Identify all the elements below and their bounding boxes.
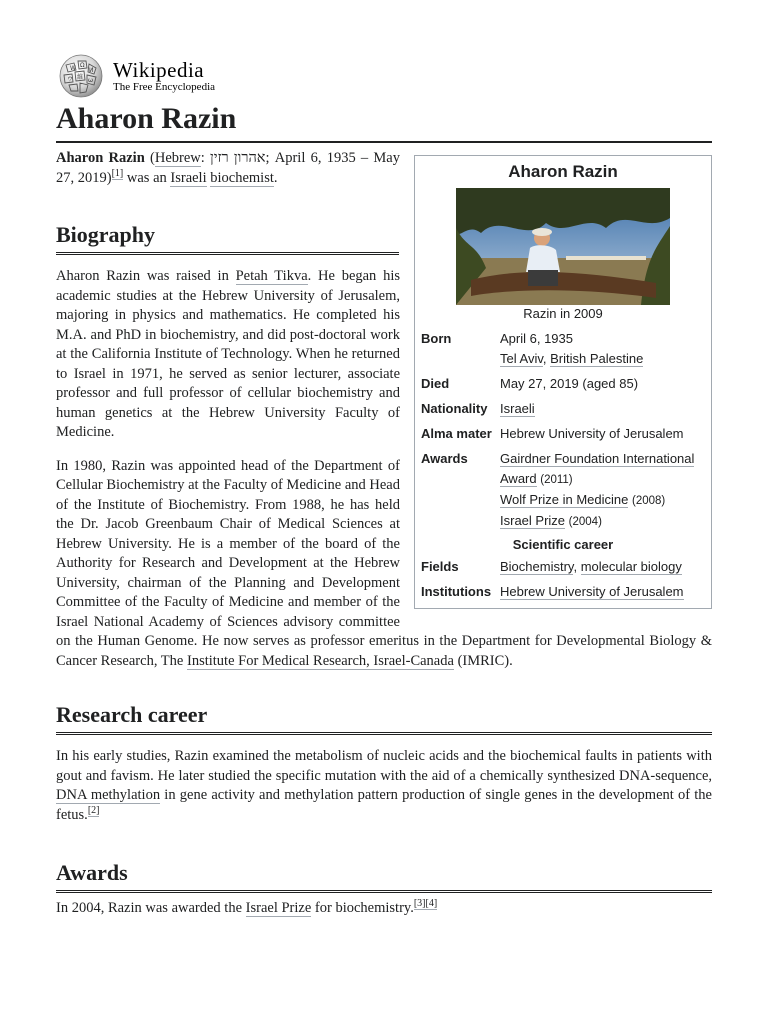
infobox-row-alma-mater xyxy=(421,424,705,444)
svg-text:ウ: ウ xyxy=(67,76,74,83)
section-research-career xyxy=(56,701,712,825)
biography-text: . He began his academic studies at the Hebrew University of Jerusalem, majoring in physics and mathematics. He completed his M.A. and PhD in biochemistry, and did post-doctoral work at the California Institute of Technology. When he returned to Israel in 1971, he served as senior lecturer, associate professor and full professor of cellular biochemistry and human genetics at the Hebrew University Faculty of Medicine. xyxy=(56,268,400,440)
born-date: April 6, 1935 xyxy=(500,331,573,346)
nationality-label: Nationality xyxy=(421,401,488,416)
alma-mater-value: Hebrew University of Jerusalem xyxy=(500,426,684,441)
awards-value xyxy=(500,449,705,532)
page-title: Aharon Razin xyxy=(56,100,712,143)
wikipedia-globe-icon xyxy=(56,53,106,99)
svg-text:Ω: Ω xyxy=(80,62,85,69)
svg-text:維: 維 xyxy=(77,74,84,81)
biochemistry-link[interactable]: Biochemistry xyxy=(500,559,574,574)
biography-text: (IMRIC). xyxy=(453,652,513,669)
gairdner-award-link[interactable]: Gairdner Foundation International Award xyxy=(500,451,695,486)
award-year: (2008) xyxy=(632,495,666,507)
biochemist-link[interactable]: biochemist xyxy=(210,169,274,186)
born-value: April 6, 1935 Tel Aviv, British Palestine xyxy=(500,331,644,366)
lead-text: was an xyxy=(123,169,171,186)
research-text: In his early studies, Razin examined the metabolism of nucleic acids and the biochemical faults in patients with gout and favism. He later studied the specific mutation with the aid of a chemically synthesized DNA-sequence, xyxy=(56,748,712,784)
award-year: (2011) xyxy=(540,474,573,486)
infobox-row-awards xyxy=(421,449,705,532)
subject-name: Aharon Razin xyxy=(56,150,145,166)
citation-1[interactable]: [1] xyxy=(111,167,124,179)
citation-4[interactable]: [4] xyxy=(425,898,438,910)
dna-methylation-link[interactable]: DNA methylation xyxy=(56,787,161,803)
infobox-title: Aharon Razin xyxy=(508,162,618,181)
died-value: May 27, 2019 (aged 85) xyxy=(500,376,639,391)
infobox-row-institutions xyxy=(421,582,705,602)
institutions-label: Institutions xyxy=(421,584,492,599)
portrait-caption: Razin in 2009 xyxy=(523,306,603,321)
citation-3[interactable]: [3] xyxy=(413,898,426,910)
born-label: Born xyxy=(421,331,452,346)
awards-paragraph xyxy=(56,899,712,919)
infobox-row-fields: Fields Biochemistry, molecular biology xyxy=(421,557,705,577)
award-year: (2004) xyxy=(568,516,602,528)
molecular-biology-link[interactable]: molecular biology xyxy=(580,559,682,574)
heading-research-career: Research career xyxy=(56,701,712,735)
alma-mater-label: Alma mater xyxy=(421,426,492,441)
tel-aviv-link[interactable]: Tel Aviv xyxy=(500,351,543,366)
hebrew-link[interactable]: Hebrew xyxy=(154,150,201,166)
wordmark-title: Wikipedia xyxy=(113,57,205,82)
awards-text: In 2004, Razin was awarded the xyxy=(56,900,246,916)
citation-2[interactable]: [2] xyxy=(87,804,100,816)
fields-label: Fields xyxy=(421,559,459,574)
wikipedia-logo[interactable] xyxy=(56,52,712,100)
wolf-prize-link[interactable]: Wolf Prize in Medicine xyxy=(500,492,629,507)
israeli-link[interactable]: Israeli xyxy=(500,401,535,416)
heading-biography: Biography xyxy=(56,221,399,255)
svg-text:W: W xyxy=(70,65,76,72)
research-text: in gene activity and methylation pattern production of single genes in the development of the fetus. xyxy=(56,787,712,823)
research-paragraph xyxy=(56,747,712,825)
biography-text: In 1980, Razin was appointed head of the Department of Cellular Biochemistry at the Faculty of Medicine and Head of the Institute of Biochemistry. From 1988, he has held the Dr. Jacob Greenbaum Chair of Medical Sciences at Hebrew University. He is a member of the board of the Authority for Research and Development at the Hebrew University, chairman of the Planning and Development Committee of the Faculty of Medicine and member of the Israel National Academy of Sciences advisory committee on the Human Genome. He now serves as professor emeritus in the Department for Developmental Biology & Cancer Research, The xyxy=(56,457,712,669)
israel-prize-link[interactable]: Israel Prize xyxy=(245,900,312,916)
heading-awards: Awards xyxy=(56,859,712,893)
svg-text:ω: ω xyxy=(88,77,94,84)
svg-text:И: И xyxy=(89,67,94,74)
wordmark xyxy=(113,57,216,93)
scientific-career-heading: Scientific career xyxy=(512,537,614,552)
wordmark-tagline: The Free Encyclopedia xyxy=(113,80,216,93)
israel-prize-link[interactable]: Israel Prize xyxy=(500,513,566,528)
infobox-row-born xyxy=(421,329,705,369)
hebrew-university-link[interactable]: Hebrew University of Jerusalem xyxy=(500,584,684,599)
awards-label: Awards xyxy=(421,451,468,466)
lead-paragraph: Aharon Razin (Hebrew: אהרון רזין; April 6, 1935 – May 27, 2019)[1] was an Israeli biochemist. xyxy=(56,150,400,186)
article-page xyxy=(56,52,712,919)
petah-tikva-link[interactable]: Petah Tikva xyxy=(235,268,308,284)
hebrew-name-dates: : אהרון רזין; April 6, 1935 – May 27, 2019) xyxy=(56,150,400,186)
british-palestine-link[interactable]: British Palestine xyxy=(550,351,644,366)
section-awards xyxy=(56,859,712,919)
israeli-link[interactable]: Israeli xyxy=(170,169,207,186)
infobox-row-died xyxy=(421,374,705,394)
infobox-row-nationality xyxy=(421,399,705,419)
died-label: Died xyxy=(421,376,450,391)
infobox xyxy=(414,155,712,609)
imric-link[interactable]: Institute For Medical Research, Israel-Canada xyxy=(186,652,454,669)
awards-text: for biochemistry. xyxy=(311,900,414,916)
portrait-image[interactable] xyxy=(456,188,670,305)
biography-text: Aharon Razin was raised in xyxy=(56,268,236,284)
